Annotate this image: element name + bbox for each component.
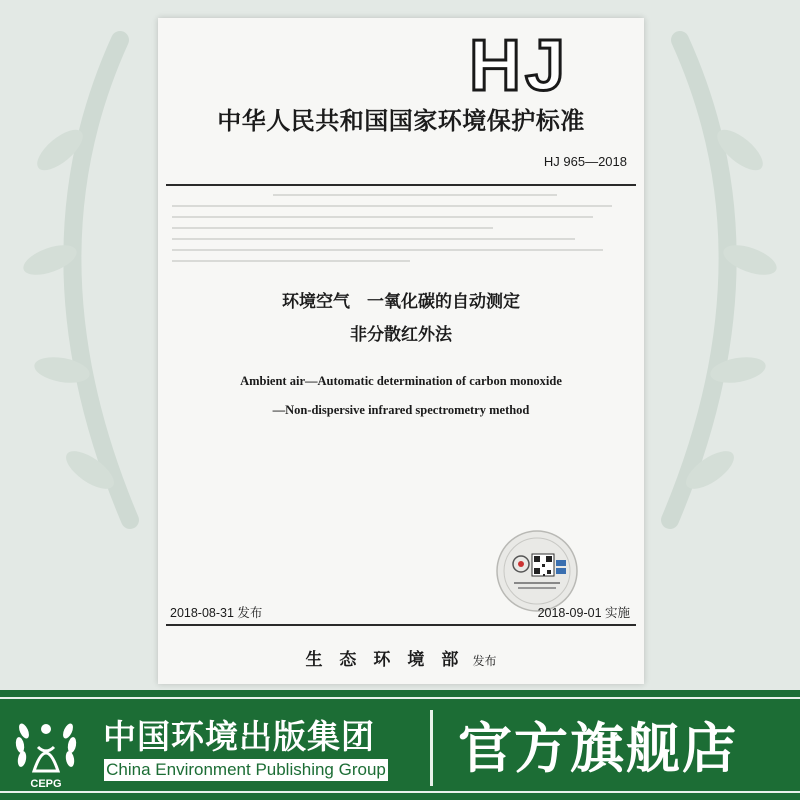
title-chinese-line-1: 环境空气 一氧化碳的自动测定 (282, 292, 520, 312)
hj-logo (469, 26, 575, 106)
top-divider-line (166, 184, 636, 186)
title-chinese-line-2: 非分散红外法 (350, 325, 452, 345)
standard-code: HJ 965—2018 (543, 154, 627, 169)
standard-cover-page (158, 18, 644, 684)
issuing-authority (158, 645, 644, 670)
issuer-suffix: 发布 (472, 654, 497, 668)
hj-logo-text: HJ (469, 26, 570, 106)
issue-date: 2018-08-31 发布 (170, 606, 263, 620)
bottom-divider-line (166, 624, 636, 626)
banner-frame (0, 697, 800, 793)
issuer-name: 生态环境部 (305, 650, 476, 670)
implementation-date: 2018-09-01 实施 (537, 606, 630, 620)
title-english-line-1: Ambient air—Automatic determination of carbon monoxide (240, 374, 562, 388)
title-english-line-2: —Non-dispersive infrared spectrometry method (272, 403, 530, 417)
anti-counterfeit-seal (496, 530, 578, 612)
cepg-logo-caption: CEPG (30, 778, 62, 790)
official-store-label: 官方旗舰店 (458, 717, 738, 780)
banner-divider (430, 710, 433, 786)
publisher-name-chinese: 中国环境出版集团 (103, 717, 375, 756)
publisher-name-english: China Environment Publishing Group (104, 759, 388, 781)
cepg-logo-icon (10, 711, 82, 791)
publisher-banner (0, 690, 800, 800)
standard-organization-title: 中华人民共和国国家环境保护标准 (217, 107, 585, 135)
